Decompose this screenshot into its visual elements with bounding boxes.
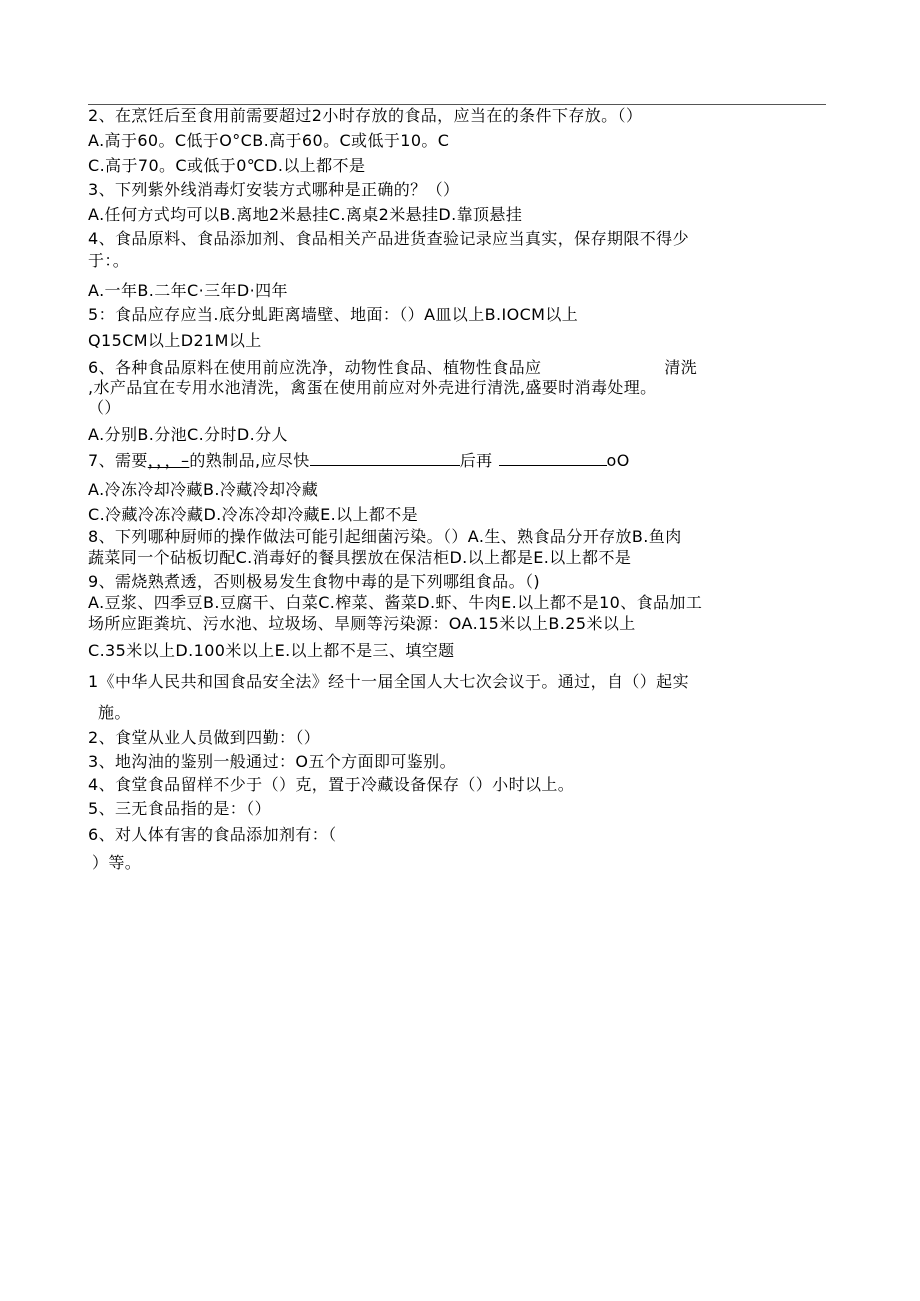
question-6-options: A.分别B.分池C.分时D.分人 <box>88 425 288 444</box>
fill-3-gutter-oil: 3、地沟油的鉴别一般通过：O五个方面即可鉴别。 <box>88 752 456 771</box>
question-7-text: 7、需要 <box>88 451 148 470</box>
fill-1-food-safety-law: 1《中华人民共和国食品安全法》经十一届全国人大七次会议于。通过，自（）起实 <box>88 672 689 691</box>
question-4-records: 4、食品原料、食品添加剂、食品相关产品进货查验记录应当真实，保存期限不得少 <box>88 229 689 248</box>
question-5-storage-distance: 5：食品应存应当.底分虬距离墙壁、地面：（）A皿以上B.IOCM以上 <box>88 305 579 324</box>
question-5-options: Q15CM以上D21M以上 <box>88 331 262 350</box>
fill-4-food-samples: 4、食堂食品留样不少于（）克，置于冷藏设备保存（）小时以上。 <box>88 775 575 794</box>
header-rule <box>88 104 826 105</box>
question-7-options-cde: C.冷藏冷冻冷藏D.冷冻冷却冷藏E.以上都不是 <box>88 505 419 524</box>
question-7-underlined-blank: ，，，– <box>147 451 190 470</box>
question-6-washing <box>88 358 697 378</box>
fill-1-continued: 施。 <box>98 703 131 722</box>
question-3-uv-lamp: 3、下列紫外线消毒灯安装方式哪种是正确的？（） <box>88 180 460 199</box>
question-7-text-3: 后再 <box>459 451 493 470</box>
question-7-options-ab: A.冷冻冷却冷藏B.冷藏冷却冷藏 <box>88 480 319 499</box>
question-2-options-cd: C.高于70。C或低于0℃D.以上都不是 <box>88 156 366 175</box>
fill-6-harmful-additives: 6、对人体有害的食品添加剂有：（ <box>88 825 337 844</box>
question-6-wash-word: 清洗 <box>664 358 698 377</box>
question-2-cook-storage: 2、在烹饪后至食用前需要超过2小时存放的食品，应当在的条件下存放。（） <box>88 106 643 125</box>
question-4-options: A.一年B.二年C·三年D·四年 <box>88 281 288 300</box>
question-7-blank-1 <box>310 451 460 466</box>
question-8-continued: 蔬菜同一个砧板切配C.消毒好的餐具摆放在保洁柜D.以上都是E.以上都不是 <box>88 548 632 567</box>
question-7-cooked-products <box>88 451 630 471</box>
fill-5-three-no-food: 5、三无食品指的是：（） <box>88 799 271 818</box>
question-10-options-section-3: C.35米以上D.100米以上E.以上都不是三、填空题 <box>88 641 455 660</box>
question-7-end: oO <box>606 451 630 470</box>
question-4-continued: 于：。 <box>88 251 130 270</box>
question-8-contamination: 8、下列哪种厨师的操作做法可能引起细菌污染。（）A.生、熟食品分开存放B.鱼肉 <box>88 527 682 546</box>
question-2-options-ab: A.高于60。C低于O°CB.高于60。C或低于10。C <box>88 131 450 150</box>
fill-2-four-diligences: 2、食堂从业人员做到四勤：（） <box>88 728 321 747</box>
fill-6-continued: ）等。 <box>92 853 142 872</box>
question-3-options: A.任何方式均可以B.离地2米悬挂C.离桌2米悬挂D.靠顶悬挂 <box>88 205 523 224</box>
question-9-cook-thoroughly: 9、需烧熟煮透，否则极易发生食物中毒的是下列哪组食品。（) <box>88 572 541 591</box>
question-7-text-2: 的熟制品,应尽快 <box>189 451 310 470</box>
question-6-continued: ,水产品宜在专用水池清洗，禽蛋在使用前应对外壳进行清洗,盛要时消毒处理。 <box>88 378 657 397</box>
question-7-blank-2 <box>499 451 607 466</box>
question-9-options-question-10: A.豆浆、四季豆B.豆腐干、白菜C.榨菜、酱菜D.虾、牛肉E.以上都不是10、食品加工 <box>88 593 703 612</box>
question-6-text: 6、各种食品原料在使用前应洗净，动物性食品、植物性食品应 <box>88 358 542 377</box>
question-10-continued: 场所应距粪坑、污水池、垃圾场、旱厕等污染源：OA.15米以上B.25米以上 <box>88 614 636 633</box>
question-6-answer-parens: （） <box>88 398 121 417</box>
